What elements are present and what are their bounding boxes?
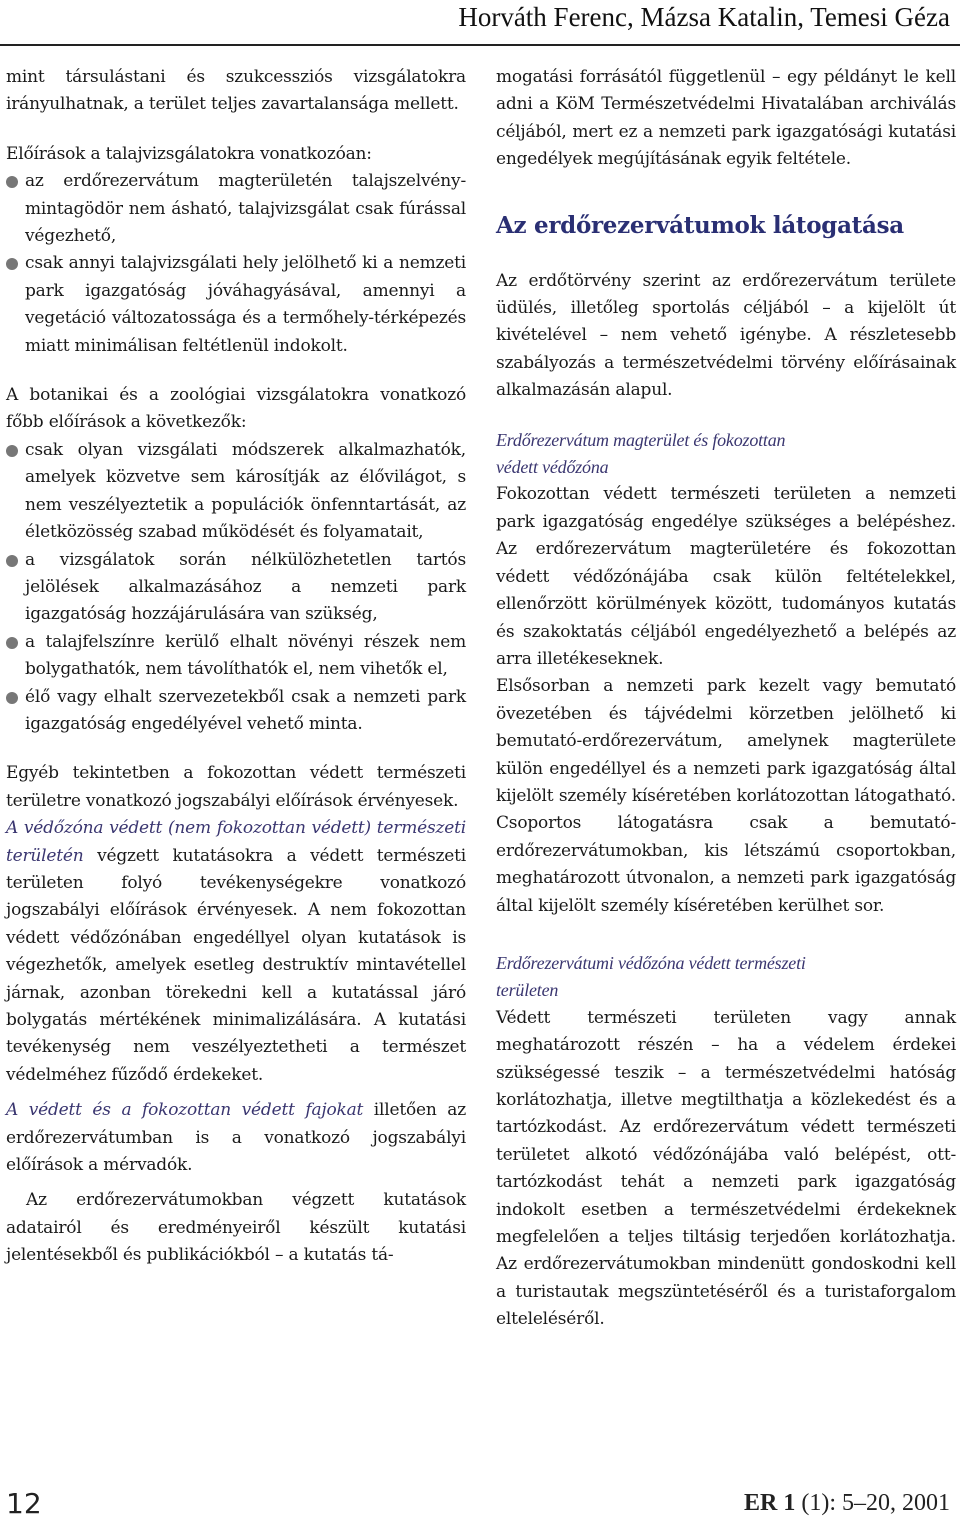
paragraph: Elsősorban a nemzeti park kezelt vagy bemutató övezetében és tájvédelmi körzetben jelölhető ki bemutató-erdőrezervátum, amelynek magterülete külön engedéllyel és a nemzeti park igazgatóság által kijelölt személy kíséretében korlátozottan látogatható. Csoportos látogatásra csak a bemutató-erdőrezervátumokban, kis létszámú csoportokban, meghatározott útvonalon, a nemzeti park igazgatóság által kijelölt személy kíséretében kerülhet sor. [496,676,956,916]
paragraph: A védőzóna védett (nem fokozottan védett) természeti területén végzett kutatásokra a védett természeti területen folyó tevékenységekre vonatkozó jogszabályi előírások érvényesek. A nem fokozottan védett védőzónában engedéllyel olyan kutatások is végezhetők, amelyek esetleg destruktív mintavétellel járnak, azonban törekedni kell a kutatással járó bolygatás mértékének minimalizálására. A kutatási tevékenység nem veszélyeztetheti a természet védelméhez fűződő érdekeket. [6,818,466,1085]
running-title: Horváth Ferenc, Mázsa Katalin, Temesi Géza [458,2,950,32]
paragraph: A védett és a fokozottan védett fajokat illetően az erdőrezervátumban is a vonatkozó jogszabályi előírások a mérvadók. [6,1100,466,1176]
right-column [496,64,956,1334]
journal-citation: ER 1 (1): 5–20, 2001 [744,1490,950,1516]
paragraph: mogatási forrásától függetlenül – egy példányt le kell adni a KöM Természetvédelmi Hivatalában archiválás céljából, mert ez a nemzeti park igazgatósági kutatási engedélyek megújításának egyik feltétele. [496,67,956,170]
list-item: az erdőrezervátum magterületén talajszelvény-mintagödör nem ásható, talajvizsgálat csak fúrással végezhető, [6,168,466,250]
list-item: csak annyi talajvizsgálati hely jelölhető ki a nemzeti park igazgatóság jóváhagyásával, amennyi a vegetáció változatossága és a termőhely-térképezés miatt minimálisan feltétlenül indokolt. [6,250,466,360]
page-header [0,0,960,46]
page-number: 12 [6,1487,42,1520]
bullet-icon [6,176,18,188]
paragraph: Védett természeti területen vagy annak meghatározott részén – ha a védelem érdekei szükségessé teszik – a természetvédelmi hatóság korlátozhatja, illetve megtilthatja a közlekedést és a tartózkodást. Az erdőrezervátum védett természeti területet alkotó védőzónájába való belépést, ott-tartózkodást tehát a nemzeti park igazgatóság indokolt esetben a természetvédelmi érdekeknek megfelelően a teljes tiltásig terjedően korlátozhatja. Az erdőrezervátumokban mindenütt gondoskodni kell a turistautak megszüntetéséről és a turistaforgalom elteleléséről. [496,1007,956,1330]
bullet-list [6,437,466,738]
bullet-icon [6,637,18,649]
list-item: a talajfelszínre kerülő elhalt növényi részek nem bolygathatók, nem távolíthatók el, nem vihetők el, [6,629,466,684]
subsection-heading: Erdőrezervátumi védőzóna védett természeti területen [496,952,806,1001]
bullet-list [6,168,466,360]
left-column [6,64,466,1270]
paragraph: Előírások a talajvizsgálatokra vonatkozóan: [6,143,372,164]
bullet-icon [6,445,18,457]
paragraph: A botanikai és a zoológiai vizsgálatokra vonatkozó főbb előírások a következők: [6,385,466,433]
paragraph: Az erdőrezervátumokban végzett kutatások adatairól és eredményeiről készült kutatási jelentésekből és publikációkból – a kutatás tá- [6,1190,466,1266]
italic-phrase: A védett és a fokozottan védett fajokat [6,1100,364,1121]
bullet-icon [6,258,18,270]
paragraph: Fokozottan védett természeti területen a nemzeti park igazgatóság engedélye szükséges a belépéshez. Az erdőrezervátum magterületére és fokozottan védett védőzónájába csak külön feltételekkel, ellenőrzött körülmények között, tudományos kutatás és szakoktatás céljából engedélyezhető a belépés az arra illetékeseknek. [496,484,956,669]
subsection-heading: Erdőrezervátum magterület és fokozottan védett védőzóna [496,429,786,478]
paragraph: mint társulástani és szukcessziós vizsgálatokra irányulhatnak, a terület teljes zavartalansága mellett. [6,67,466,115]
list-item: csak olyan vizsgálati módszerek alkalmazhatók, amelyek közvetve sem károsítják az élővilágot, s nem veszélyeztetik a populációk önfenntartását, az életközösség szabad működését és folyamatait, [6,437,466,547]
bullet-icon [6,555,18,567]
list-item: élő vagy elhalt szervezetekből csak a nemzeti park igazgatóság engedélyével vehető minta. [6,684,466,739]
list-item: a vizsgálatok során nélkülözhetetlen tartós jelölések alkalmazásához a nemzeti park igazgatóság hozzájárulására van szükség, [6,547,466,629]
paragraph: Az erdőtörvény szerint az erdőrezervátum területe üdülés, illetőleg sportolás céljából – a kijelölt út kivételével – nem vehető igénybe. A részletesebb szabályozás a természetvédelmi törvény előírásainak alkalmazásán alapul. [496,270,956,401]
bullet-icon [6,692,18,704]
italic-phrase: A védőzóna védett (nem fokozottan védett) természeti területén [6,818,466,866]
paragraph: Egyéb tekintetben a fokozottan védett természeti területre vonatkozó jogszabályi előírások érvényesek. [6,763,466,811]
section-heading: Az erdőrezervátumok látogatása [496,211,904,239]
